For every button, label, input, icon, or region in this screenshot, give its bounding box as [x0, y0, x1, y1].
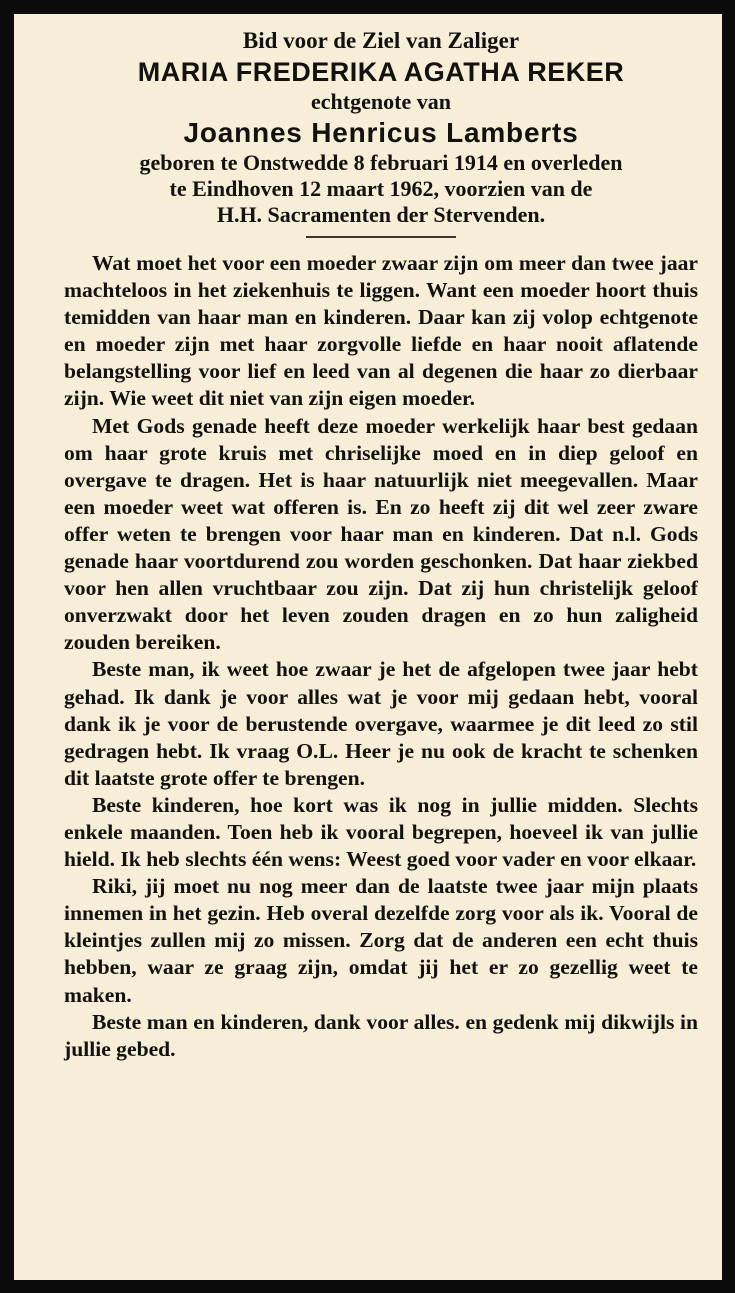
divider: [306, 236, 456, 238]
card-header: [64, 26, 698, 228]
paragraph: Wat moet het voor een moeder zwaar zijn om meer dan twee jaar machteloos in het ziekenhuis te liggen. Want een moeder hoort thuis temidden van haar man en kinderen. Daar kan zij volop echtgenote en moeder zijn met haar zorgvolle liefde en haar nooit aflatende belangstelling voor lief en leed van al degenen die haar zo dierbaar zijn. Wie weet dit niet van zijn eigen moeder.: [64, 251, 698, 411]
sacraments-line: H.H. Sacramenten der Stervenden.: [216, 202, 546, 227]
birth-death-line: geboren te Onstwedde 8 februari 1914 en overleden: [139, 150, 623, 175]
deceased-name: MARIA FREDERIKA AGATHA REKER: [137, 57, 625, 87]
paragraph: Beste man en kinderen, dank voor alles. en gedenk mij dikwijls in jullie gebed.: [64, 1009, 698, 1061]
death-place-line: te Eindhoven 12 maart 1962, voorzien van de: [169, 176, 593, 201]
relation-line: echtgenote van: [311, 89, 451, 114]
memorial-card: [14, 14, 722, 1280]
paragraph: Beste kinderen, hoe kort was ik nog in jullie midden. Slechts enkele maanden. Toen heb ik vooral begrepen, hoeveel ik van jullie hield. Ik heb slechts één wens: Weest goed voor vader en voor elkaar.: [64, 792, 698, 872]
prayer-line: Bid voor de Ziel van Zaliger: [242, 28, 520, 53]
paragraph: Beste man, ik weet hoe zwaar je het de afgelopen twee jaar hebt gehad. Ik dank je voor alles wat je voor mij gedaan hebt, vooral dank ik je voor de berustende overgave, waarmee je dit leed zo stil gedragen hebt. Ik vraag O.L. Heer je nu ook de kracht te schenken dit laatste grote offer te brengen.: [64, 657, 698, 790]
paragraph: Met Gods genade heeft deze moeder werkelijk haar best gedaan om haar grote kruis met chriselijke moed en in diep geloof en overgave te dragen. Het is haar natuurlijk niet meegevallen. Maar een moeder weet wat offeren is. En zo heeft zij dit wel zeer zware offer weten te brengen voor haar man en kinderen. Dat n.l. Gods genade haar voortdurend zou worden geschonken. Dat haar ziekbed voor hen allen vruchtbaar zou zijn. Dat zij hun christelijk geloof onverzwakt door het leven zouden dragen en zo hun zaligheid zouden bereiken.: [64, 413, 698, 655]
spouse-name: Joannes Henricus Lamberts: [183, 117, 579, 148]
paragraph: Riki, jij moet nu nog meer dan de laatste twee jaar mijn plaats innemen in het gezin. Heb overal dezelfde zorg voor als ik. Vooral de kleintjes zullen mij zo missen. Zorg dat de anderen een echt thuis hebben, waar ze graag zijn, omdat jij het er zo gezellig weet te maken.: [64, 874, 698, 1007]
memorial-text: [64, 250, 698, 1063]
